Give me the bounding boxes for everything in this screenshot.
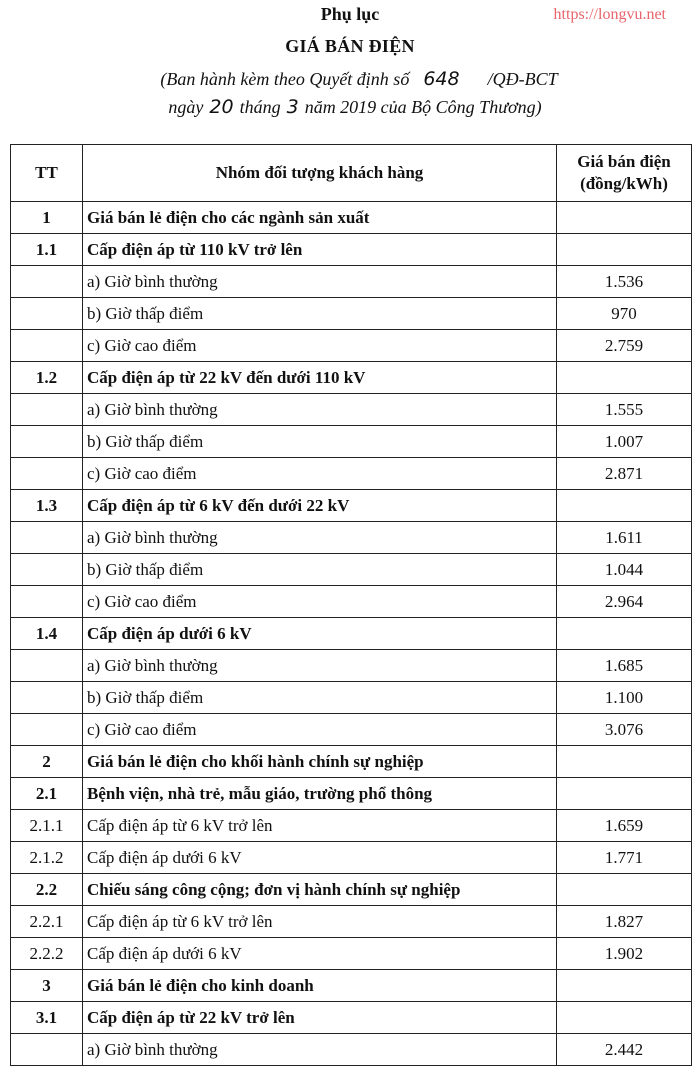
date-month-label: tháng bbox=[239, 97, 281, 117]
customer-group-cell: a) Giờ bình thường bbox=[83, 266, 557, 298]
table-row bbox=[11, 810, 692, 842]
table-row bbox=[11, 938, 692, 970]
table-row bbox=[11, 1002, 692, 1034]
table-header-row bbox=[11, 145, 692, 202]
customer-group-cell: b) Giờ thấp điểm bbox=[83, 298, 557, 330]
customer-group-cell: c) Giờ cao điểm bbox=[83, 330, 557, 362]
customer-group-cell: Cấp điện áp dưới 6 kV bbox=[83, 938, 557, 970]
customer-group-cell: a) Giờ bình thường bbox=[83, 1034, 557, 1066]
customer-group-cell: Cấp điện áp dưới 6 kV bbox=[83, 842, 557, 874]
price-cell bbox=[557, 618, 692, 650]
row-number-cell: 2 bbox=[11, 746, 83, 778]
price-cell: 1.007 bbox=[557, 426, 692, 458]
customer-group-cell: Giá bán lẻ điện cho các ngành sản xuất bbox=[83, 202, 557, 234]
table-row bbox=[11, 1034, 692, 1066]
customer-group-cell: Chiếu sáng công cộng; đơn vị hành chính sự nghiệp bbox=[83, 874, 557, 906]
row-number-cell bbox=[11, 682, 83, 714]
electricity-price-table bbox=[10, 144, 692, 1066]
customer-group-cell: b) Giờ thấp điểm bbox=[83, 682, 557, 714]
row-number-cell: 3 bbox=[11, 970, 83, 1002]
header-price-line1: Giá bán điện bbox=[577, 152, 671, 171]
decision-number-handwritten: 648 bbox=[423, 68, 460, 90]
price-cell: 1.044 bbox=[557, 554, 692, 586]
customer-group-cell: a) Giờ bình thường bbox=[83, 522, 557, 554]
row-number-cell: 2.2 bbox=[11, 874, 83, 906]
customer-group-cell: Cấp điện áp dưới 6 kV bbox=[83, 618, 557, 650]
price-cell bbox=[557, 746, 692, 778]
table-row bbox=[11, 330, 692, 362]
date-month-handwritten: 3 bbox=[286, 96, 299, 118]
table-row bbox=[11, 298, 692, 330]
price-cell: 1.827 bbox=[557, 906, 692, 938]
watermark-url[interactable]: https://longvu.net bbox=[553, 6, 666, 23]
row-number-cell: 2.1 bbox=[11, 778, 83, 810]
table-row bbox=[11, 554, 692, 586]
price-cell bbox=[557, 778, 692, 810]
document-title: GIÁ BÁN ĐIỆN bbox=[285, 36, 415, 56]
price-cell bbox=[557, 970, 692, 1002]
table-row bbox=[11, 714, 692, 746]
row-number-cell bbox=[11, 330, 83, 362]
table-row bbox=[11, 426, 692, 458]
customer-group-cell: c) Giờ cao điểm bbox=[83, 586, 557, 618]
price-cell: 1.685 bbox=[557, 650, 692, 682]
table-row bbox=[11, 970, 692, 1002]
price-cell: 1.100 bbox=[557, 682, 692, 714]
row-number-cell bbox=[11, 298, 83, 330]
price-cell bbox=[557, 362, 692, 394]
table-row bbox=[11, 234, 692, 266]
table-row bbox=[11, 458, 692, 490]
customer-group-cell: Giá bán lẻ điện cho kinh doanh bbox=[83, 970, 557, 1002]
row-number-cell bbox=[11, 394, 83, 426]
price-cell bbox=[557, 234, 692, 266]
row-number-cell bbox=[11, 458, 83, 490]
table-row bbox=[11, 202, 692, 234]
table-row bbox=[11, 522, 692, 554]
price-cell bbox=[557, 874, 692, 906]
issuance-suffix: /QĐ-BCT bbox=[487, 69, 558, 89]
row-number-cell: 2.1.1 bbox=[11, 810, 83, 842]
issuance-line-1 bbox=[0, 68, 700, 90]
customer-group-cell: Cấp điện áp từ 6 kV trở lên bbox=[83, 810, 557, 842]
issuance-prefix: (Ban hành kèm theo Quyết định số bbox=[160, 69, 410, 89]
customer-group-cell: Cấp điện áp từ 6 kV đến dưới 22 kV bbox=[83, 490, 557, 522]
row-number-cell bbox=[11, 586, 83, 618]
table-row bbox=[11, 842, 692, 874]
table-row bbox=[11, 906, 692, 938]
row-number-cell: 1.4 bbox=[11, 618, 83, 650]
row-number-cell: 1.2 bbox=[11, 362, 83, 394]
date-year-issuer: năm 2019 của Bộ Công Thương) bbox=[304, 97, 542, 117]
price-cell: 2.759 bbox=[557, 330, 692, 362]
table-row bbox=[11, 874, 692, 906]
customer-group-cell: a) Giờ bình thường bbox=[83, 394, 557, 426]
issuance-line-2 bbox=[0, 96, 700, 118]
customer-group-cell: b) Giờ thấp điểm bbox=[83, 554, 557, 586]
date-day-handwritten: 20 bbox=[209, 96, 234, 118]
header-price bbox=[557, 145, 692, 202]
customer-group-cell: b) Giờ thấp điểm bbox=[83, 426, 557, 458]
row-number-cell: 2.1.2 bbox=[11, 842, 83, 874]
price-cell: 1.659 bbox=[557, 810, 692, 842]
header-price-line2: (đồng/kWh) bbox=[580, 174, 668, 193]
row-number-cell: 3.1 bbox=[11, 1002, 83, 1034]
price-cell: 970 bbox=[557, 298, 692, 330]
table-row bbox=[11, 618, 692, 650]
row-number-cell bbox=[11, 522, 83, 554]
row-number-cell: 1 bbox=[11, 202, 83, 234]
table-row bbox=[11, 586, 692, 618]
price-cell: 2.442 bbox=[557, 1034, 692, 1066]
price-cell: 3.076 bbox=[557, 714, 692, 746]
date-day-label: ngày bbox=[168, 97, 204, 117]
appendix-heading: Phụ lục bbox=[320, 4, 380, 24]
table-row bbox=[11, 650, 692, 682]
table-row bbox=[11, 778, 692, 810]
row-number-cell bbox=[11, 554, 83, 586]
customer-group-cell: Bệnh viện, nhà trẻ, mẫu giáo, trường phổ thông bbox=[83, 778, 557, 810]
row-number-cell bbox=[11, 650, 83, 682]
row-number-cell bbox=[11, 426, 83, 458]
price-cell: 2.964 bbox=[557, 586, 692, 618]
customer-group-cell: c) Giờ cao điểm bbox=[83, 714, 557, 746]
price-cell bbox=[557, 1002, 692, 1034]
row-number-cell bbox=[11, 714, 83, 746]
price-cell: 1.771 bbox=[557, 842, 692, 874]
row-number-cell: 2.2.1 bbox=[11, 906, 83, 938]
table-body bbox=[11, 202, 692, 1066]
customer-group-cell: Cấp điện áp từ 110 kV trở lên bbox=[83, 234, 557, 266]
row-number-cell bbox=[11, 266, 83, 298]
customer-group-cell: a) Giờ bình thường bbox=[83, 650, 557, 682]
row-number-cell: 1.3 bbox=[11, 490, 83, 522]
price-cell bbox=[557, 490, 692, 522]
price-cell: 2.871 bbox=[557, 458, 692, 490]
table-row bbox=[11, 490, 692, 522]
customer-group-cell: Cấp điện áp từ 22 kV trở lên bbox=[83, 1002, 557, 1034]
row-number-cell: 1.1 bbox=[11, 234, 83, 266]
header-tt: TT bbox=[11, 145, 83, 202]
header-customer-group: Nhóm đối tượng khách hàng bbox=[83, 145, 557, 202]
price-cell: 1.611 bbox=[557, 522, 692, 554]
price-cell: 1.536 bbox=[557, 266, 692, 298]
customer-group-cell: Cấp điện áp từ 6 kV trở lên bbox=[83, 906, 557, 938]
row-number-cell bbox=[11, 1034, 83, 1066]
customer-group-cell: Giá bán lẻ điện cho khối hành chính sự nghiệp bbox=[83, 746, 557, 778]
price-cell bbox=[557, 202, 692, 234]
price-cell: 1.902 bbox=[557, 938, 692, 970]
price-cell: 1.555 bbox=[557, 394, 692, 426]
table-row bbox=[11, 746, 692, 778]
table-row bbox=[11, 682, 692, 714]
customer-group-cell: c) Giờ cao điểm bbox=[83, 458, 557, 490]
customer-group-cell: Cấp điện áp từ 22 kV đến dưới 110 kV bbox=[83, 362, 557, 394]
table-row bbox=[11, 394, 692, 426]
table-row bbox=[11, 266, 692, 298]
row-number-cell: 2.2.2 bbox=[11, 938, 83, 970]
table-row bbox=[11, 362, 692, 394]
